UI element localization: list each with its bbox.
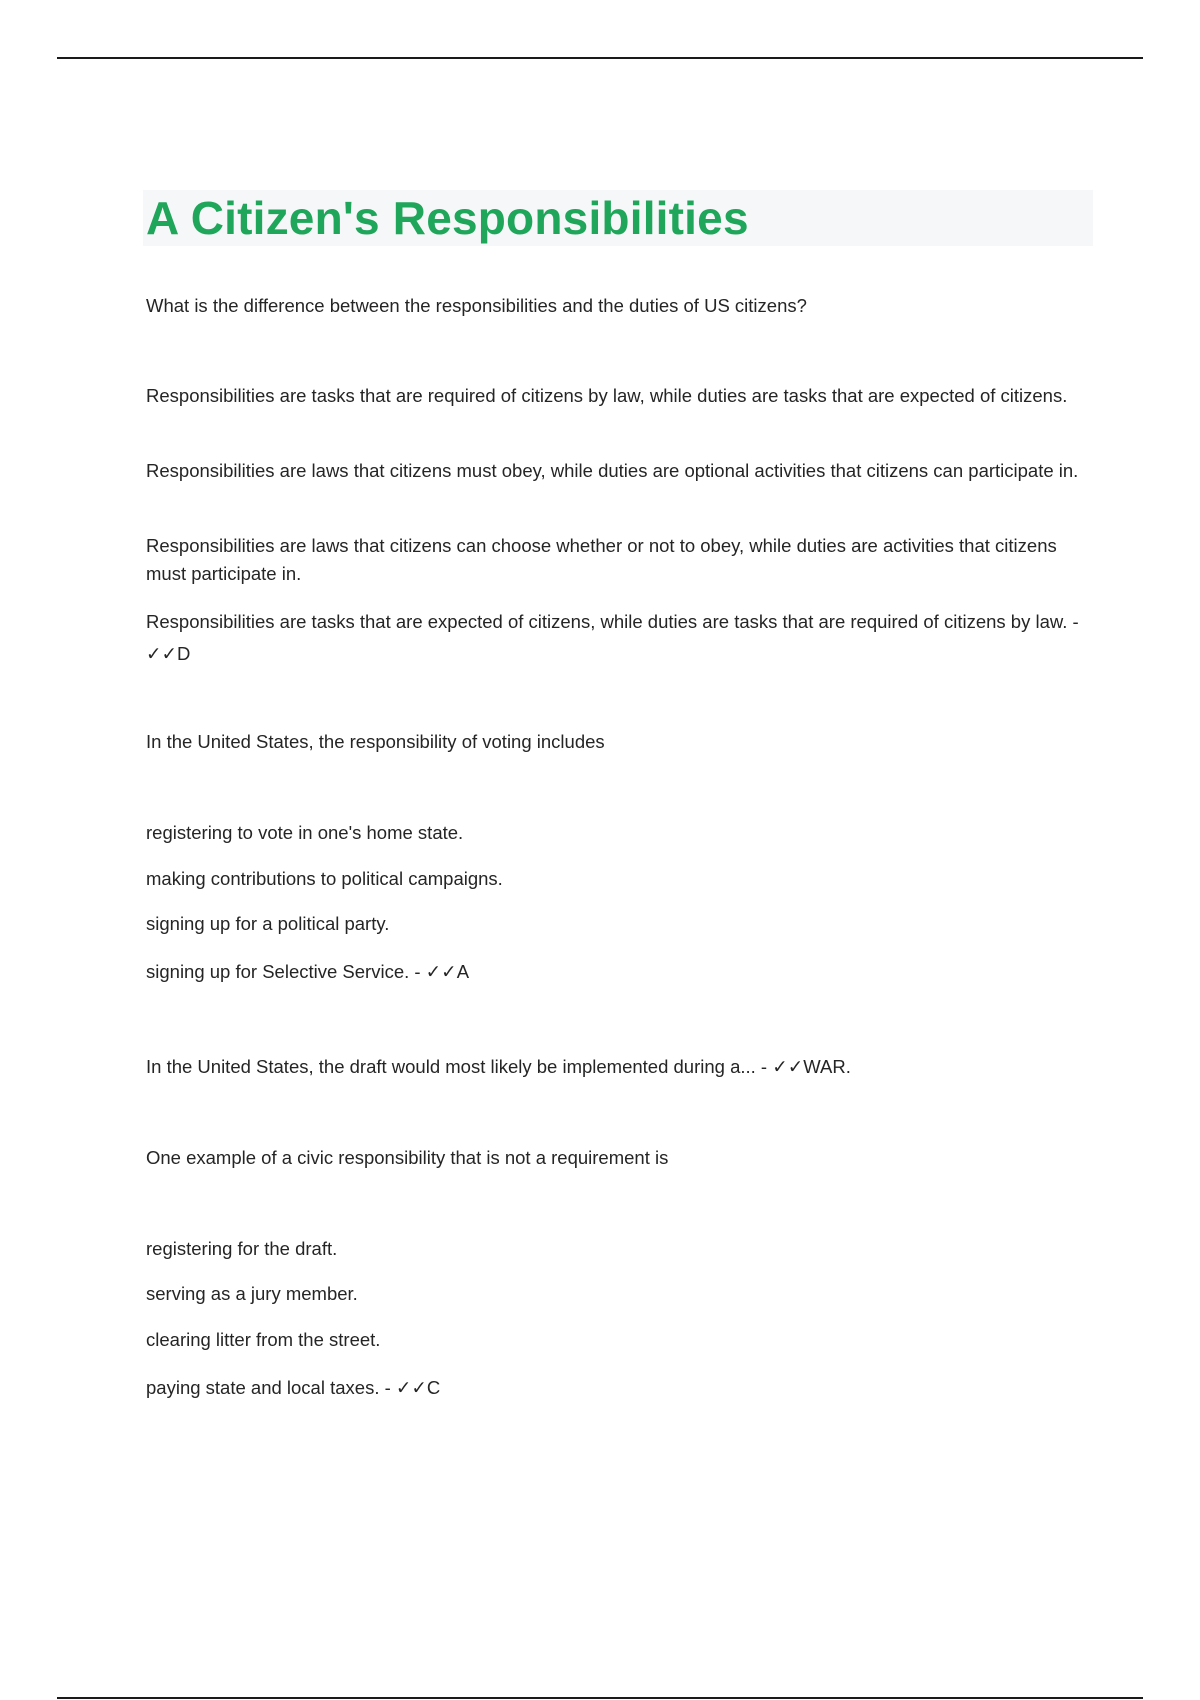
question-4-option-d-answer: paying state and local taxes. - ✓✓C (146, 1377, 441, 1398)
question-1-option-b: Responsibilities are laws that citizens must obey, while duties are optional activities that citizens can participate in. (146, 460, 1079, 481)
question-4-prompt: One example of a civic responsibility that is not a requirement is (146, 1147, 669, 1168)
page-title: A Citizen's Responsibilities (146, 192, 749, 244)
question-2-option-c: signing up for a political party. (146, 913, 390, 934)
question-3-prompt-answer: In the United States, the draft would most likely be implemented during a... - ✓✓WAR. (146, 1056, 851, 1077)
question-1-option-a: Responsibilities are tasks that are required of citizens by law, while duties are tasks that are expected of citizens. (146, 385, 1068, 406)
question-4-option-c: clearing litter from the street. (146, 1329, 381, 1350)
question-2-option-b: making contributions to political campaigns. (146, 868, 503, 889)
question-4-option-a: registering for the draft. (146, 1238, 338, 1259)
question-2-option-a: registering to vote in one's home state. (146, 822, 464, 843)
question-2-prompt: In the United States, the responsibility of voting includes (146, 731, 605, 752)
question-4-option-b: serving as a jury member. (146, 1283, 358, 1304)
question-2-option-d-answer: signing up for Selective Service. - ✓✓A (146, 961, 470, 982)
header-rule (57, 57, 1143, 59)
question-1-option-d-answer: Responsibilities are tasks that are expected of citizens, while duties are tasks that are required of citizens by law. - ✓✓D (146, 611, 1079, 664)
footer-rule (57, 1697, 1143, 1699)
question-1-prompt: What is the difference between the responsibilities and the duties of US citizens? (146, 295, 807, 316)
question-1-option-c: Responsibilities are laws that citizens can choose whether or not to obey, while duties are activities that citizens must participate in. (146, 535, 1057, 584)
